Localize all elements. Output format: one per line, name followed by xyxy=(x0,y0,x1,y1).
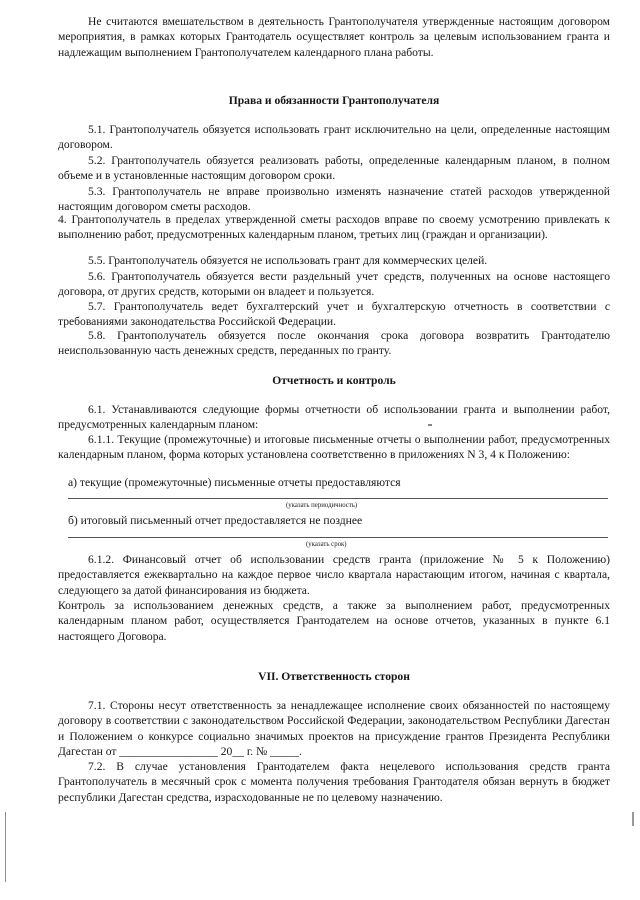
clause-6-1-1: 6.1.1. Текущие (промежуточные) и итоговые письменные отчеты о выполнении работ, предусмотренных календарным планом, форма которых установлена соответственно в приложениях N 3, 4 к Положению: xyxy=(58,433,610,462)
scan-artifact-right xyxy=(632,812,634,826)
clause-5-7: 5.7. Грантополучатель ведет бухгалтерский учет и бухгалтерскую отчетность в соответствии с требованиями законодательства Российской Федерации. xyxy=(58,300,610,329)
fill-in-line-period xyxy=(68,498,608,499)
final-report-line: б) итоговый письменный отчет предоставляется не позднее xyxy=(68,514,363,527)
section-heading-responsibility: VII. Ответственность сторон xyxy=(258,670,410,683)
scan-speck xyxy=(428,424,432,426)
clause-5-8: 5.8. Грантополучатель обязуется после окончания срока договора возвратить Грантодателю неиспользованную часть денежных средств, переданных по гранту. xyxy=(58,329,610,358)
scan-artifact-left xyxy=(5,812,6,882)
clause-7-1: 7.1. Стороны несут ответственность за ненадлежащее исполнение своих обязанностей по настоящему договору в соответствии с законодательством Российской Федерации, законодательством Республики Дагестан и Положением о конкурсе социально значимых проектов на присуждение грантов Президента Республики Дагестан от _________________ 20__ г. № _____. xyxy=(58,699,610,759)
note-periodicity: (указать периодичность) xyxy=(286,502,358,509)
intro-paragraph: Не считаются вмешательством в деятельность Грантополучателя утвержденные настоящим договором мероприятия, в рамках которых Грантодатель осуществляет контроль за целевым использованием гранта и надлежащим выполнением Грантополучателем календарного плана работы. xyxy=(58,15,610,59)
control-paragraph: Контроль за использованием денежных средств, а также за выполнением работ, предусмотренных календарным планом работ, осуществляется Грантодателем на основе отчетов, указанных в пункте 6.1 настоящего Договора. xyxy=(58,599,610,643)
clause-5-5: 5.5. Грантополучатель обязуется не использовать грант для коммерческих целей. xyxy=(88,254,488,267)
clause-6-1-2: 6.1.2. Финансовый отчет об использовании средств гранта (приложение № 5 к Положению) предоставляется ежеквартально на каждое первое число квартала нарастающим итогом, начиная с квартала, следующего за датой финансирования из бюджета. xyxy=(58,553,610,597)
clause-6-1: 6.1. Устанавливаются следующие формы отчетности об использовании гранта и выполнении работ, предусмотренных календарным планом: xyxy=(58,403,610,432)
fill-in-line-term xyxy=(68,537,608,538)
current-reports-line: а) текущие (промежуточные) письменные отчеты предоставляются xyxy=(68,476,401,489)
clause-4: 4. Грантополучатель в пределах утвержденной сметы расходов вправе по своему усмотрению привлекать к выполнению работ, предусмотренных календарным планом, третьих лиц (граждан и организации). xyxy=(58,213,610,242)
clause-5-6: 5.6. Грантополучатель обязуется вести раздельный учет средств, полученных на основе настоящего договора, от других средств, которыми он владеет и пользуется. xyxy=(58,270,610,299)
section-heading-reporting: Отчетность и контроль xyxy=(272,374,396,387)
clause-5-3: 5.3. Грантополучатель не вправе произвольно изменять назначение статей расходов утвержденной настоящим договором сметы расходов. xyxy=(58,185,610,214)
clause-5-1: 5.1. Грантополучатель обязуется использовать грант исключительно на цели, определенные настоящим договором. xyxy=(58,123,610,152)
clause-5-2: 5.2. Грантополучатель обязуется реализовать работы, определенные календарным планом, в полном объеме и в установленные настоящим договором сроки. xyxy=(58,154,610,183)
note-term: (указать срок) xyxy=(306,541,347,548)
clause-7-2: 7.2. В случае установления Грантодателем факта нецелевого использования средств гранта Грантополучатель в месячный срок с момента получения требования Грантодателя обязан вернуть в бюджет республики Дагестан средства, израсходованные не по целевому назначению. xyxy=(58,760,610,804)
section-heading-rights: Права и обязанности Грантополучателя xyxy=(228,94,440,107)
